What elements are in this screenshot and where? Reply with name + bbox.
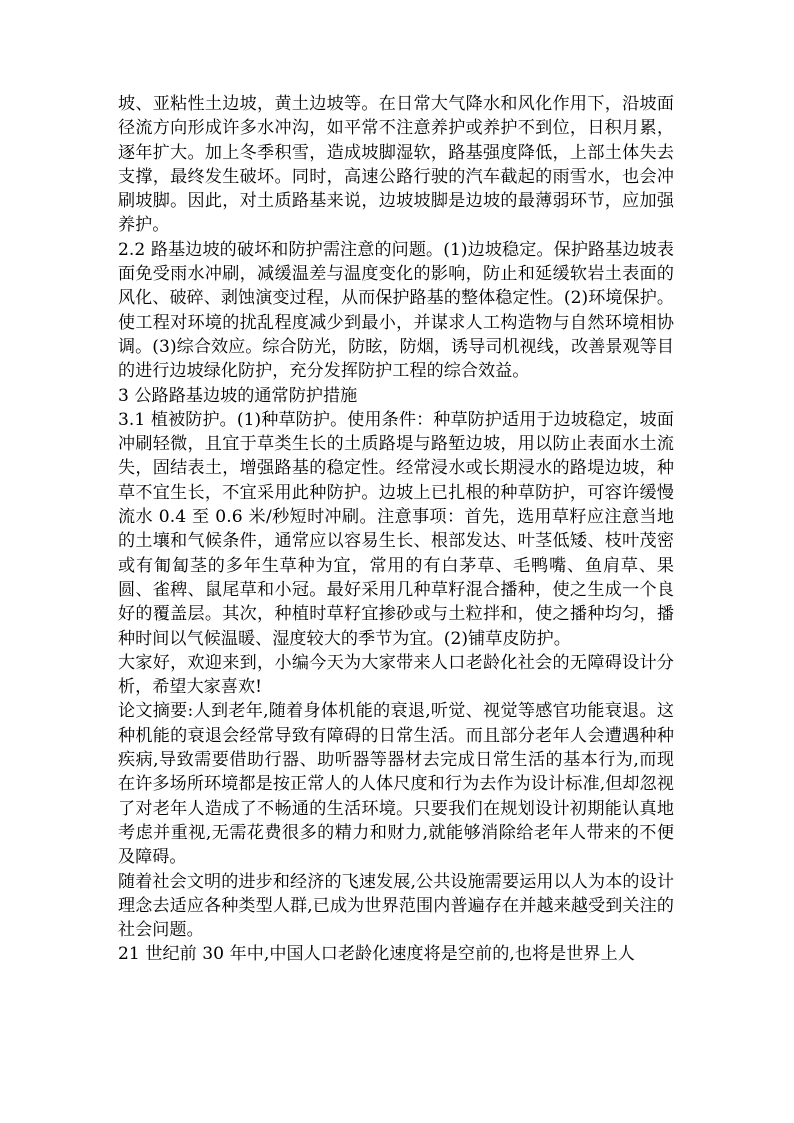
paragraph-2-2-protection-issues: 2.2 路基边坡的破坏和防护需注意的问题。(1)边坡稳定。保护路基边坡表面免受雨水冲刷，减缓温差与温度变化的影响，防止和延缓软岩土表面的风化、破碎、剥蚀演变过程，从而保护路基的整体稳定性。(2)环境保护。使工程对环境的扰乱程度减少到最小，并谋求人工构造物与自然环境相协调。(3)综合效应。综合防光，防眩，防烟，诱导司机视线，改善景观等目的进行边坡绿化防护，充分发挥防护工程的综合效益。 [118, 239, 674, 382]
paragraph-social-progress: 随着社会文明的进步和经济的飞速发展,公共设施需要运用以人为本的设计理念去适应各种类型人群,已成为世界范围内普遍存在并越来越受到关注的社会问题。 [118, 871, 674, 941]
paragraph-aging-population: 21 世纪前 30 年中,中国人口老龄化速度将是空前的,也将是世界上人 [118, 944, 635, 965]
document-page [118, 92, 674, 967]
section-heading-3: 3 公路路基边坡的通常防护措施 [118, 385, 358, 406]
paragraph-greeting: 大家好，欢迎来到，小编今天为大家带来人口老龄化社会的无障碍设计分析，希望大家喜欢! [118, 652, 674, 698]
paragraph-abstract: 论文摘要:人到老年,随着身体机能的衰退,听觉、视觉等感官功能衰退。这种机能的衰退会经常导致有障碍的日常生活。而且部分老年人会遭遇种种疾病,导致需要借助行器、助听器等器材去完成日常生活的基本行为,而现在许多场所环境都是按正常人的人体尺度和行为去作为设计标准,但却忽视了对老年人造成了不畅通的生活环境。只要我们在规划设计初期能认真地考虑并重视,无需花费很多的精力和财力,就能够消除给老年人带来的不便及障碍。 [118, 701, 674, 868]
paragraph-3-1-vegetation-protection: 3.1 植被防护。(1)种草防护。使用条件：种草防护适用于边坡稳定，坡面冲刷轻微，且宜于草类生长的土质路堤与路堑边坡，用以防止表面水土流失，固结表土，增强路基的稳定性。经常浸水或长期浸水的路堤边坡，种草不宜生长，不宜采用此种防护。边坡上已扎根的种草防护，可容许缓慢流水 0.4 至 0.6 米/秒短时冲刷。注意事项：首先，选用草籽应注意当地的土壤和气候条件，通常应以容易生长、根部发达、叶茎低矮、枝叶茂密或有匍匐茎的多年生草种为宜，常用的有白茅草、毛鸭嘴、鱼肩草、果圆、雀稗、鼠尾草和小冠。最好采用几种草籽混合播种，使之生成一个良好的覆盖层。其次，种植时草籽宜掺砂或与土粒拌和，使之播种均匀，播种时间以气候温暖、湿度较大的季节为宜。(2)铺草皮防护。 [118, 409, 674, 649]
paragraph-slope-erosion: 坡、亚粘性土边坡，黄土边坡等。在日常大气降水和风化作用下，沿坡面径流方向形成许多水冲沟，如平常不注意养护或养护不到位，日积月累，逐年扩大。加上冬季积雪，造成坡脚湿软，路基强度降低，上部土体失去支撑，最终发生破坏。同时，高速公路行驶的汽车截起的雨雪水，也会冲刷坡脚。因此，对土质路基来说，边坡坡脚是边坡的最薄弱环节，应加强养护。 [118, 94, 674, 236]
